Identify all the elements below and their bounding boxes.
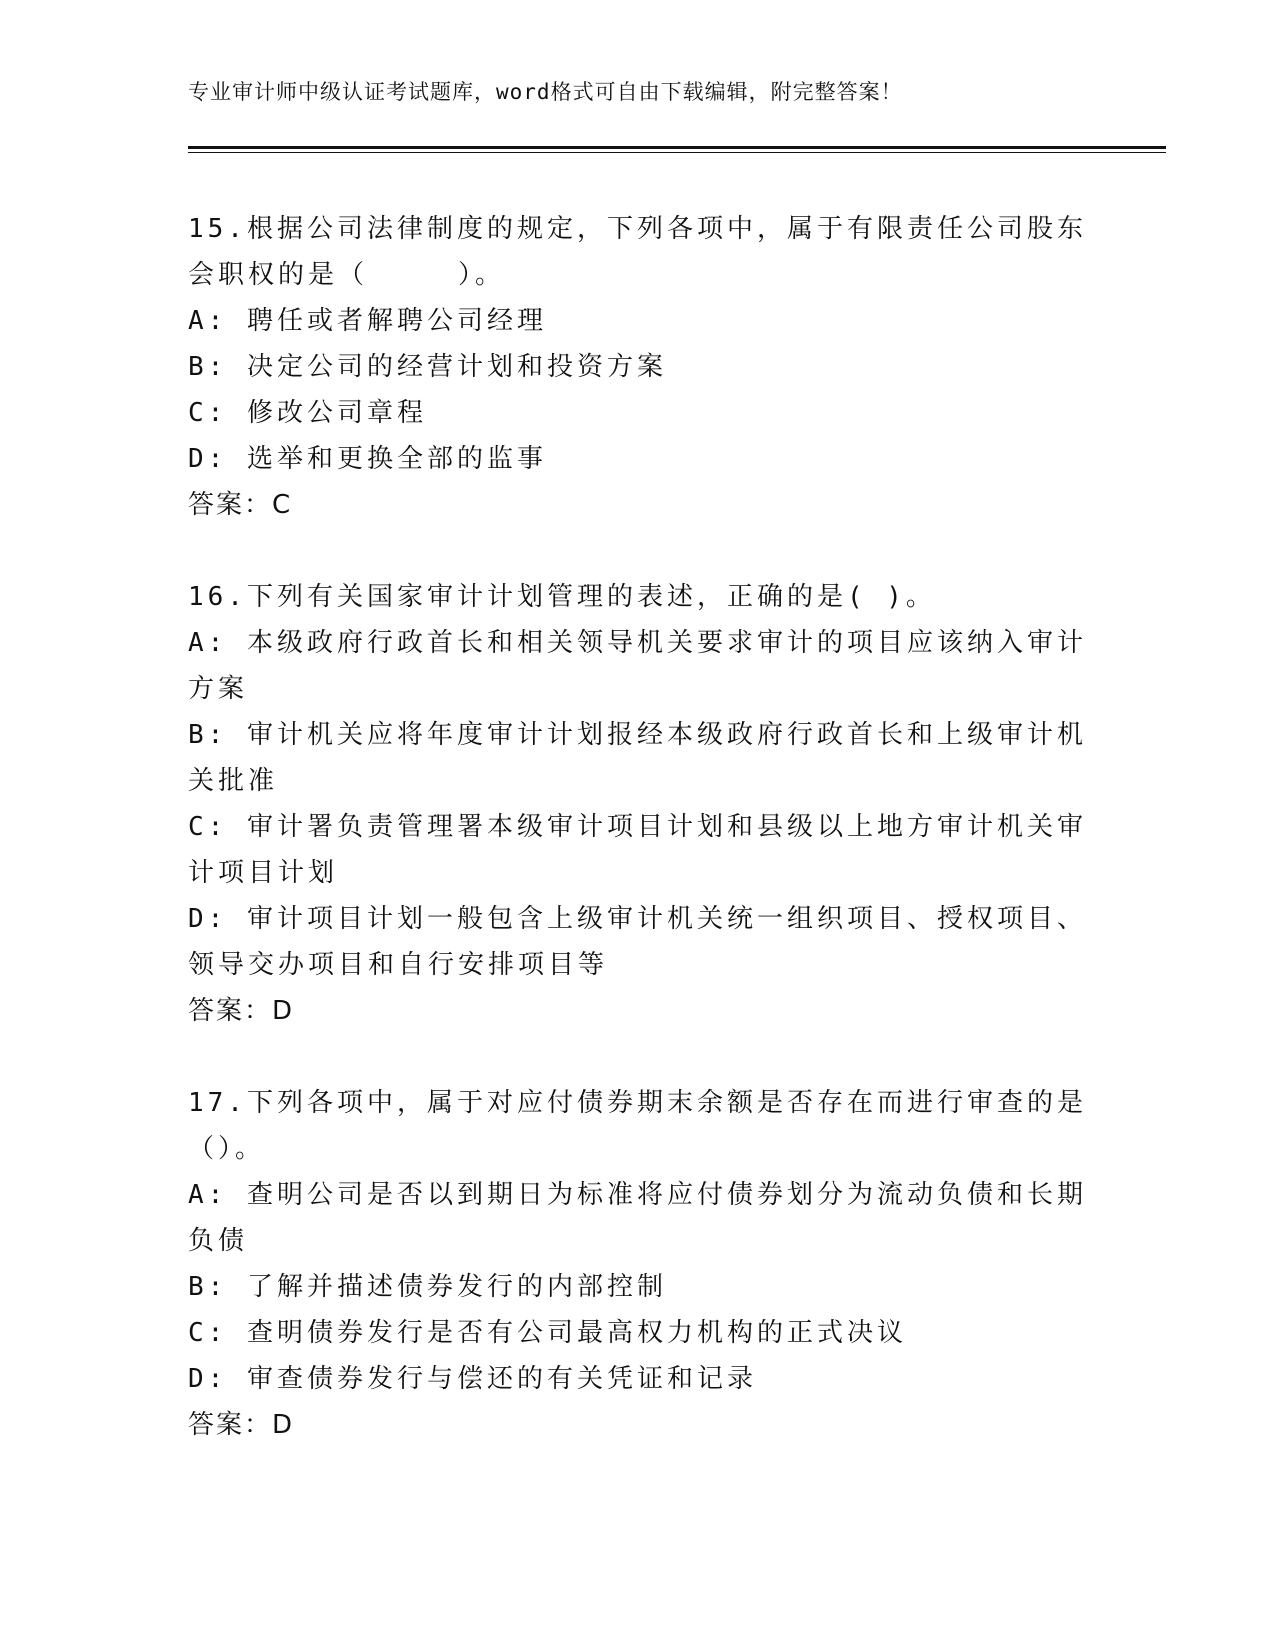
option-b: B: 决定公司的经营计划和投资方案 (188, 352, 667, 382)
question-15 (188, 206, 1088, 528)
option-a: A: 本级政府行政首长和相关领导机关要求审计的项目应该纳入审计方案 (188, 628, 1087, 704)
question-17 (188, 1080, 1088, 1448)
option-d: D: 审计项目计划一般包含上级审计机关统一组织项目、授权项目、领导交办项目和自行安排项目等 (188, 904, 1087, 980)
question-stem: 16.下列有关国家审计计划管理的表述，正确的是( )。 (188, 582, 936, 612)
option-c: C: 审计署负责管理署本级审计项目计划和县级以上地方审计机关审计项目计划 (188, 812, 1087, 888)
page-header: 专业审计师中级认证考试题库，word格式可自由下载编辑，附完整答案！ (188, 80, 903, 104)
header-rule-thick (188, 146, 1166, 149)
answer: 答案：C (188, 490, 293, 520)
option-a: A: 查明公司是否以到期日为标准将应付债券划分为流动负债和长期负债 (188, 1180, 1087, 1256)
question-list (188, 206, 1088, 1494)
question-16 (188, 574, 1088, 1034)
question-stem: 17.下列各项中，属于对应付债券期末余额是否存在而进行审查的是（）。 (188, 1088, 1087, 1164)
header-rule-thin (188, 152, 1166, 153)
answer: 答案：D (188, 1410, 295, 1440)
answer: 答案：D (188, 996, 295, 1026)
option-b: B: 审计机关应将年度审计计划报经本级政府行政首长和上级审计机关批准 (188, 720, 1087, 796)
option-d: D: 审查债券发行与偿还的有关凭证和记录 (188, 1364, 757, 1394)
option-c: C: 修改公司章程 (188, 398, 427, 428)
option-d: D: 选举和更换全部的监事 (188, 444, 547, 474)
option-a: A: 聘任或者解聘公司经理 (188, 306, 547, 336)
option-b: B: 了解并描述债券发行的内部控制 (188, 1272, 667, 1302)
option-c: C: 查明债券发行是否有公司最高权力机构的正式决议 (188, 1318, 907, 1348)
question-stem: 15.根据公司法律制度的规定，下列各项中，属于有限责任公司股东会职权的是（ ）。 (188, 214, 1087, 290)
